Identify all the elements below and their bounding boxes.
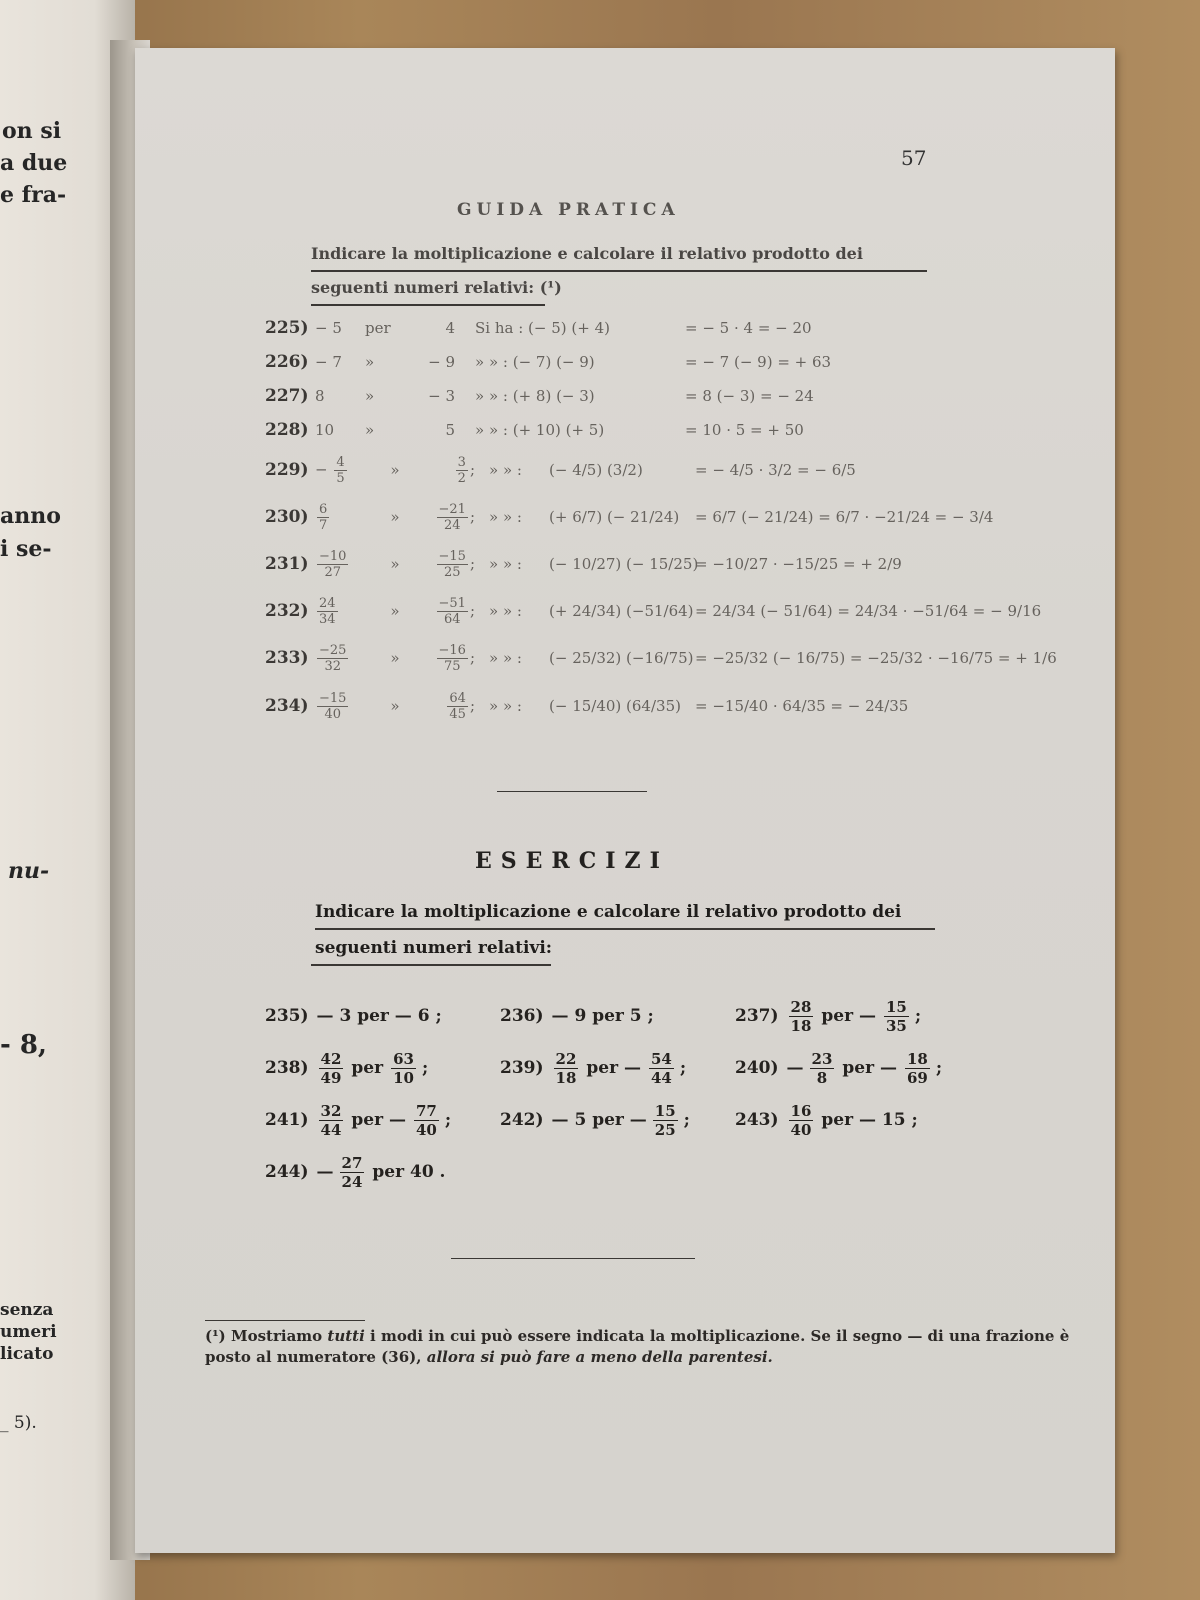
semicolon: ; <box>421 1058 429 1078</box>
exercise-number: 244) <box>265 1162 309 1182</box>
denominator: 69 <box>906 1068 928 1087</box>
operand-b: − 3 <box>428 387 455 405</box>
example-row <box>265 495 993 539</box>
fraction <box>391 1050 416 1087</box>
numerator: −15 <box>319 690 347 706</box>
denominator: 25 <box>443 564 461 580</box>
left-fragment: senza <box>0 1300 54 1320</box>
per-word: » <box>365 421 375 439</box>
left-fragment: - 8, <box>0 1030 47 1060</box>
exercise-item <box>265 992 442 1040</box>
denominator: 18 <box>790 1016 812 1035</box>
numerator: 64 <box>449 690 466 706</box>
operand-a <box>315 502 375 533</box>
semicolon: ; <box>679 1058 687 1078</box>
exercise-number: 241) <box>265 1110 309 1130</box>
per-word: per — <box>842 1058 897 1078</box>
example-number: 232) <box>265 601 309 621</box>
result-expression: = 10 · 5 = + 50 <box>685 421 804 439</box>
exercise-prefix: — <box>316 1162 334 1182</box>
numerator: 24 <box>319 595 336 611</box>
exercise-item <box>265 1096 451 1144</box>
left-fragment: i se- <box>0 536 52 562</box>
denominator: 44 <box>320 1120 342 1139</box>
operand-b <box>415 643 475 674</box>
fraction <box>317 596 338 627</box>
example-row <box>265 636 1057 680</box>
denominator: 2 <box>457 470 466 486</box>
denominator: 5 <box>336 470 345 486</box>
fraction <box>653 1102 678 1139</box>
denominator: 7 <box>319 517 328 533</box>
denominator: 75 <box>443 658 461 674</box>
exercise-item <box>735 1044 942 1092</box>
numerator: 16 <box>790 1101 812 1120</box>
denominator: 10 <box>393 1068 414 1087</box>
per-word: » <box>390 555 400 573</box>
per-word: per <box>365 319 391 337</box>
footnote-divider <box>205 1320 365 1321</box>
fraction <box>554 1050 579 1087</box>
numerator: −25 <box>319 642 347 658</box>
example-number: 225) <box>265 318 309 338</box>
example-number: 228) <box>265 420 309 440</box>
exercise-item <box>265 1044 428 1092</box>
exercise-number: 240) <box>735 1058 779 1078</box>
semicolon: ; <box>469 460 475 478</box>
example-number: 234) <box>265 696 309 716</box>
semicolon: ; <box>444 1110 452 1130</box>
operand-b: 4 <box>445 319 455 337</box>
section-divider <box>497 791 647 792</box>
result-expression: = 24/34 (− 51/64) = 24/34 · −51/64 = − 9/16 <box>695 602 1042 620</box>
per-word: » <box>390 602 400 620</box>
operand-b <box>415 549 475 580</box>
numerator: 63 <box>393 1049 414 1068</box>
numerator: 27 <box>341 1153 363 1172</box>
result-expression: = − 5 · 4 = − 20 <box>685 319 812 337</box>
exercise-number: 242) <box>500 1110 544 1130</box>
example-row <box>265 589 1041 633</box>
fraction <box>456 455 468 486</box>
per-word: » <box>390 697 400 715</box>
example-row <box>265 542 902 586</box>
fraction <box>437 549 468 580</box>
example-number: 231) <box>265 554 309 574</box>
example-number: 229) <box>265 460 309 480</box>
operand-a: 8 <box>315 387 325 405</box>
fraction <box>884 998 909 1035</box>
fraction <box>317 691 348 722</box>
semicolon: ; <box>469 554 475 572</box>
per-word: per — <box>351 1110 406 1130</box>
numerator: 22 <box>555 1049 577 1068</box>
ditto-marks: » » : <box>489 508 522 526</box>
ditto-marks: » » : <box>489 555 522 573</box>
operand-a <box>315 549 375 580</box>
operand-a <box>315 455 375 486</box>
footnote-italic: tutti <box>327 1327 365 1345</box>
left-fragment: e fra- <box>0 182 67 208</box>
exercise-text: — 3 per — 6 ; <box>316 1006 442 1026</box>
operand-a: 10 <box>315 421 335 439</box>
fraction <box>340 1154 365 1191</box>
exercise-number: 243) <box>735 1110 779 1130</box>
fraction <box>319 1050 344 1087</box>
esercizi-underline <box>315 928 935 930</box>
fraction <box>437 643 468 674</box>
fraction <box>447 691 468 722</box>
result-expression: = − 4/5 · 3/2 = − 6/5 <box>695 461 856 479</box>
numerator: 32 <box>320 1101 342 1120</box>
product-expression: (+ 24/34) (−51/64) <box>549 602 694 620</box>
fraction <box>414 1102 439 1139</box>
per-word: per 40 . <box>372 1162 446 1182</box>
denominator: 24 <box>341 1172 363 1191</box>
per-word: » <box>390 461 400 479</box>
exercise-number: 238) <box>265 1058 309 1078</box>
left-fragment: nu- <box>8 858 50 884</box>
denominator: 24 <box>443 517 461 533</box>
ditto-marks: » » : <box>489 461 522 479</box>
example-number: 230) <box>265 507 309 527</box>
fraction <box>319 1102 344 1139</box>
numerator: −15 <box>438 548 466 564</box>
per-word: » <box>365 353 375 371</box>
sign: − <box>315 460 333 478</box>
exercise-number: 236) <box>500 1006 544 1026</box>
numerator: 54 <box>650 1049 672 1068</box>
example-number: 227) <box>265 386 309 406</box>
per-word: per — <box>821 1006 876 1026</box>
example-number: 226) <box>265 352 309 372</box>
numerator: 23 <box>811 1049 833 1068</box>
fraction <box>810 1050 835 1087</box>
esercizi-underline <box>311 964 551 966</box>
denominator: 45 <box>449 706 466 722</box>
exercise-item <box>735 1096 924 1144</box>
denominator: 35 <box>885 1016 907 1035</box>
footnote <box>205 1326 1085 1368</box>
per-word: per <box>351 1058 384 1078</box>
numerator: −10 <box>319 548 347 564</box>
denominator: 27 <box>324 564 341 580</box>
denominator: 8 <box>816 1068 828 1087</box>
exercise-text: — 9 per 5 ; <box>551 1006 654 1026</box>
per-word: » <box>390 508 400 526</box>
ditto-marks: » » : <box>489 697 522 715</box>
result-expression: = −15/40 · 64/35 = − 24/35 <box>695 697 909 715</box>
semicolon: ; <box>469 601 475 619</box>
exercise-item <box>735 992 921 1040</box>
fraction <box>317 643 348 674</box>
numerator: −51 <box>438 595 466 611</box>
ditto-marks: » » : <box>489 602 522 620</box>
exercise-number: 237) <box>735 1006 779 1026</box>
denominator: 40 <box>324 706 341 722</box>
page-number: 57 <box>901 146 927 170</box>
per-word: per — 15 ; <box>821 1110 918 1130</box>
result-expression: = −25/32 (− 16/75) = −25/32 · −16/75 = + 1/6 <box>695 649 1057 667</box>
footnote-text: Mostriamo <box>231 1327 323 1345</box>
exercise-number: 239) <box>500 1058 544 1078</box>
semicolon: ; <box>683 1110 690 1130</box>
numerator: 6 <box>319 501 328 517</box>
product-expression: » » : (+ 10) (+ 5) <box>475 421 605 439</box>
denominator: 49 <box>320 1068 342 1087</box>
example-row <box>265 344 831 380</box>
exercise-prefix: — 5 per — <box>551 1110 647 1130</box>
product-expression: (+ 6/7) (− 21/24) <box>549 508 680 526</box>
product-expression: (− 15/40) (64/35) <box>549 697 681 715</box>
fraction <box>437 502 468 533</box>
section-divider <box>451 1258 695 1259</box>
product-expression: (− 25/32) (−16/75) <box>549 649 694 667</box>
fraction <box>789 1102 814 1139</box>
numerator: 15 <box>654 1101 676 1120</box>
footnote-marker: (¹) <box>205 1327 226 1345</box>
numerator: 28 <box>790 997 812 1016</box>
fraction <box>437 596 468 627</box>
left-fragment: on si <box>2 118 62 144</box>
fraction <box>789 998 814 1035</box>
left-fragment: a due <box>0 150 68 176</box>
operand-a: − 5 <box>315 319 342 337</box>
guida-instruction-line1: Indicare la moltiplicazione e calcolare il relativo prodotto dei <box>311 244 863 263</box>
esercizi-instruction-line1: Indicare la moltiplicazione e calcolare il relativo prodotto dei <box>315 902 902 922</box>
result-expression: = − 7 (− 9) = + 63 <box>685 353 832 371</box>
exercise-item <box>500 1096 690 1144</box>
example-row <box>265 448 856 492</box>
exercise-item <box>265 1148 451 1196</box>
operand-b <box>415 502 475 533</box>
result-expression: = 8 (− 3) = − 24 <box>685 387 814 405</box>
numerator: 77 <box>415 1101 437 1120</box>
footnote-text: i modi in cui può essere indicata la moltiplicazione. Se il segno — di una frazione è posto al numeratore (36), <box>205 1327 1070 1366</box>
esercizi-heading: ESERCIZI <box>475 848 669 874</box>
operand-a <box>315 596 375 627</box>
example-row <box>265 412 804 448</box>
denominator: 25 <box>654 1120 676 1139</box>
denominator: 32 <box>324 658 341 674</box>
fraction <box>317 549 348 580</box>
left-fragment: umeri <box>0 1322 57 1342</box>
left-fragment: licato <box>0 1344 54 1364</box>
left-fragment: anno <box>0 503 61 529</box>
result-expression: = 6/7 (− 21/24) = 6/7 · −21/24 = − 3/4 <box>695 508 994 526</box>
footnote-italic: allora si può fare a meno della parentesi. <box>426 1348 773 1366</box>
example-row <box>265 684 908 728</box>
example-row <box>265 378 814 414</box>
product-expression: Si ha : (− 5) (+ 4) <box>475 319 610 337</box>
denominator: 34 <box>319 611 336 627</box>
product-expression: » » : (− 7) (− 9) <box>475 353 595 371</box>
esercizi-instruction-line2: seguenti numeri relativi: <box>315 938 553 958</box>
per-word: per — <box>586 1058 641 1078</box>
operand-b: 5 <box>445 421 455 439</box>
exercise-prefix: — <box>786 1058 804 1078</box>
semicolon: ; <box>469 648 475 666</box>
numerator: 4 <box>336 454 345 470</box>
denominator: 40 <box>415 1120 437 1139</box>
operand-b: − 9 <box>428 353 455 371</box>
product-expression: » » : (+ 8) (− 3) <box>475 387 595 405</box>
guida-underline <box>311 270 927 272</box>
exercise-number: 235) <box>265 1006 309 1026</box>
exercise-item <box>500 1044 686 1092</box>
per-word: » <box>390 649 400 667</box>
ditto-marks: » » : <box>489 649 522 667</box>
numerator: 42 <box>320 1049 342 1068</box>
fraction <box>649 1050 674 1087</box>
denominator: 18 <box>555 1068 577 1087</box>
exercise-item <box>500 992 654 1040</box>
semicolon: ; <box>469 696 475 714</box>
numerator: −16 <box>438 642 466 658</box>
guida-instruction-line2: seguenti numeri relativi: (¹) <box>311 278 562 297</box>
operand-b <box>415 596 475 627</box>
operand-b <box>415 691 475 722</box>
semicolon: ; <box>469 507 475 525</box>
result-expression: = −10/27 · −15/25 = + 2/9 <box>695 555 902 573</box>
fraction <box>317 502 329 533</box>
product-expression: (− 10/27) (− 15/25) <box>549 555 699 573</box>
per-word: » <box>365 387 375 405</box>
operand-a <box>315 643 375 674</box>
numerator: 3 <box>457 454 466 470</box>
denominator: 40 <box>790 1120 812 1139</box>
product-expression: (− 4/5) (3/2) <box>549 461 643 479</box>
example-row <box>265 310 812 346</box>
book-page <box>135 48 1115 1553</box>
fraction <box>905 1050 930 1087</box>
numerator: 15 <box>885 997 907 1016</box>
operand-a <box>315 691 375 722</box>
example-number: 233) <box>265 648 309 668</box>
guida-title: GUIDA PRATICA <box>457 200 680 220</box>
denominator: 64 <box>443 611 461 627</box>
operand-b <box>415 455 475 486</box>
left-fragment: _ 5). <box>0 1413 37 1433</box>
operand-a: − 7 <box>315 353 342 371</box>
denominator: 44 <box>650 1068 672 1087</box>
guida-underline <box>311 304 545 306</box>
semicolon: ; <box>914 1006 922 1026</box>
numerator: 18 <box>906 1049 928 1068</box>
semicolon: ; <box>935 1058 943 1078</box>
fraction <box>334 455 346 486</box>
numerator: −21 <box>438 501 466 517</box>
